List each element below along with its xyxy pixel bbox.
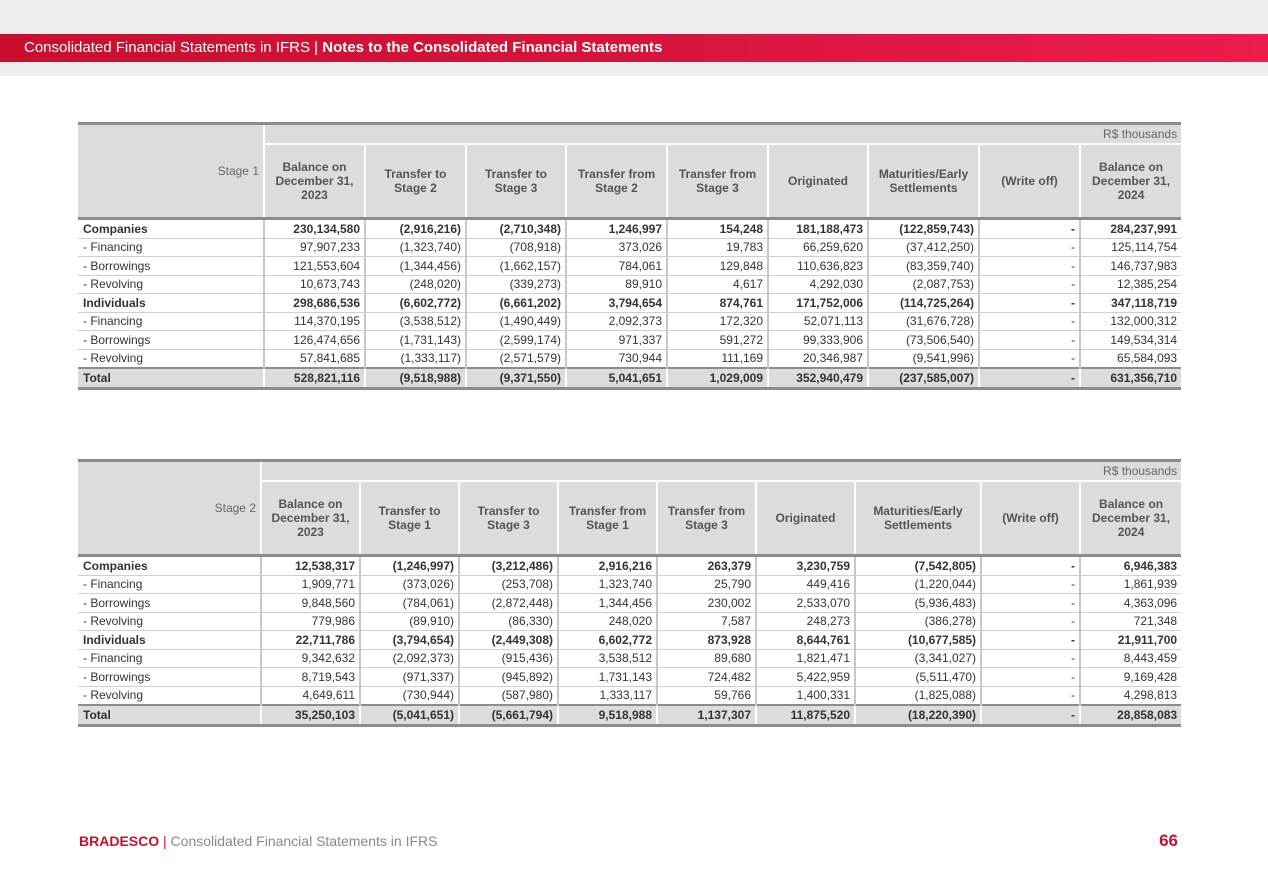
- table-cell: (37,412,250): [868, 238, 979, 257]
- table-cell: 154,248: [667, 219, 768, 239]
- unit-label: R$ thousands: [264, 124, 1181, 145]
- table-cell: (6,602,772): [365, 294, 466, 313]
- table-cell: (915,436): [459, 649, 558, 668]
- table-cell: -: [979, 349, 1080, 368]
- footer-separator: |: [163, 833, 167, 849]
- table-cell: (1,662,157): [466, 257, 566, 276]
- table-cell: (2,710,348): [466, 219, 566, 239]
- table-cell: 20,346,987: [768, 349, 868, 368]
- table-cell: 591,272: [667, 331, 768, 350]
- table-cell: 1,731,143: [558, 668, 657, 687]
- table-cell: (2,916,216): [365, 219, 466, 239]
- table-cell: 4,617: [667, 275, 768, 294]
- table-row: [78, 275, 1181, 294]
- table-cell: 89,680: [657, 649, 756, 668]
- table-cell: -: [981, 594, 1080, 613]
- table-cell: 1,137,307: [657, 705, 756, 725]
- row-label: Total: [78, 368, 264, 388]
- table-cell: 2,533,070: [756, 594, 855, 613]
- stage-1-table: [78, 122, 1181, 390]
- table-cell: (9,541,996): [868, 349, 979, 368]
- table-cell: (253,708): [459, 575, 558, 594]
- table-cell: 5,041,651: [566, 368, 667, 388]
- table-cell: 11,875,520: [756, 705, 855, 725]
- table-row: [78, 238, 1181, 257]
- table-cell: 1,400,331: [756, 686, 855, 705]
- table-cell: -: [981, 631, 1080, 650]
- table-cell: 2,916,216: [558, 556, 657, 576]
- table-cell: (1,825,088): [855, 686, 981, 705]
- table-cell: 263,379: [657, 556, 756, 576]
- table-cell: (83,359,740): [868, 257, 979, 276]
- table-cell: (5,511,470): [855, 668, 981, 687]
- table-cell: 230,002: [657, 594, 756, 613]
- table-cell: 19,783: [667, 238, 768, 257]
- table-cell: 730,944: [566, 349, 667, 368]
- column-header: Transfer from Stage 3: [667, 144, 768, 219]
- table-cell: -: [981, 649, 1080, 668]
- table-cell: 132,000,312: [1080, 312, 1181, 331]
- table-row: [78, 294, 1181, 313]
- row-label: - Borrowings: [78, 331, 264, 350]
- table-cell: 35,250,103: [261, 705, 360, 725]
- table-cell: 9,518,988: [558, 705, 657, 725]
- table-cell: 873,928: [657, 631, 756, 650]
- table-cell: (6,661,202): [466, 294, 566, 313]
- table-cell: (587,980): [459, 686, 558, 705]
- row-label: - Revolving: [78, 612, 261, 631]
- table-cell: 4,298,813: [1080, 686, 1181, 705]
- table-row: [78, 631, 1181, 650]
- table-row: [78, 612, 1181, 631]
- table-cell: 347,118,719: [1080, 294, 1181, 313]
- column-header: Transfer to Stage 1: [360, 481, 459, 556]
- table-cell: (73,506,540): [868, 331, 979, 350]
- table-cell: 298,686,536: [264, 294, 365, 313]
- table-row: [78, 257, 1181, 276]
- table-cell: 724,482: [657, 668, 756, 687]
- column-header: Originated: [756, 481, 855, 556]
- table-cell: 12,538,317: [261, 556, 360, 576]
- table-cell: -: [979, 275, 1080, 294]
- footer-document-title: Consolidated Financial Statements in IFRS: [170, 833, 438, 849]
- table-row: [78, 668, 1181, 687]
- row-label: - Revolving: [78, 349, 264, 368]
- table-cell: 99,333,906: [768, 331, 868, 350]
- column-header: Balance on December 31, 2024: [1080, 481, 1181, 556]
- stage-2-table: [78, 459, 1181, 727]
- row-label: - Financing: [78, 312, 264, 331]
- table-cell: 8,719,543: [261, 668, 360, 687]
- table-cell: 9,342,632: [261, 649, 360, 668]
- table-cell: 284,237,991: [1080, 219, 1181, 239]
- table-cell: -: [979, 294, 1080, 313]
- table-cell: 10,673,743: [264, 275, 365, 294]
- table-cell: 1,861,939: [1080, 575, 1181, 594]
- table-cell: 352,940,479: [768, 368, 868, 388]
- table-cell: (784,061): [360, 594, 459, 613]
- table-cell: (18,220,390): [855, 705, 981, 725]
- table-cell: 1,909,771: [261, 575, 360, 594]
- table-cell: (1,220,044): [855, 575, 981, 594]
- table-cell: 129,848: [667, 257, 768, 276]
- column-header: Transfer to Stage 2: [365, 144, 466, 219]
- header-separator: |: [314, 39, 319, 56]
- table-cell: -: [979, 219, 1080, 239]
- table-cell: 631,356,710: [1080, 368, 1181, 388]
- column-header: Maturities/Early Settlements: [868, 144, 979, 219]
- table-cell: -: [981, 612, 1080, 631]
- row-label: - Revolving: [78, 275, 264, 294]
- table-cell: -: [981, 668, 1080, 687]
- table-cell: 22,711,786: [261, 631, 360, 650]
- table-cell: (945,892): [459, 668, 558, 687]
- row-label: - Financing: [78, 238, 264, 257]
- table-cell: 528,821,116: [264, 368, 365, 388]
- section-header-bar: [0, 34, 1268, 62]
- table-cell: (3,538,512): [365, 312, 466, 331]
- total-row: [78, 705, 1181, 725]
- table-cell: 779,986: [261, 612, 360, 631]
- table-cell: (9,371,550): [466, 368, 566, 388]
- table-row: [78, 312, 1181, 331]
- footer-brand: BRADESCO: [79, 833, 160, 849]
- table-cell: (373,026): [360, 575, 459, 594]
- table-row: [78, 349, 1181, 368]
- table-cell: 4,292,030: [768, 275, 868, 294]
- table-cell: -: [979, 368, 1080, 388]
- table-cell: 4,649,611: [261, 686, 360, 705]
- table-cell: (386,278): [855, 612, 981, 631]
- table-cell: -: [979, 257, 1080, 276]
- table-cell: 181,188,473: [768, 219, 868, 239]
- table-cell: (2,599,174): [466, 331, 566, 350]
- table-cell: 230,134,580: [264, 219, 365, 239]
- table-cell: 59,766: [657, 686, 756, 705]
- table-cell: 89,910: [566, 275, 667, 294]
- table-cell: 1,821,471: [756, 649, 855, 668]
- table-cell: 25,790: [657, 575, 756, 594]
- row-label: - Borrowings: [78, 668, 261, 687]
- table-cell: (1,333,117): [365, 349, 466, 368]
- table-cell: 172,320: [667, 312, 768, 331]
- table-row: [78, 556, 1181, 576]
- table-cell: 149,534,314: [1080, 331, 1181, 350]
- table-cell: (10,677,585): [855, 631, 981, 650]
- table-cell: (5,661,794): [459, 705, 558, 725]
- table-cell: 3,538,512: [558, 649, 657, 668]
- table-cell: 171,752,006: [768, 294, 868, 313]
- total-row: [78, 368, 1181, 388]
- table-cell: (7,542,805): [855, 556, 981, 576]
- table-cell: 126,474,656: [264, 331, 365, 350]
- column-header: Originated: [768, 144, 868, 219]
- row-label: - Financing: [78, 575, 261, 594]
- table-cell: (2,449,308): [459, 631, 558, 650]
- table-cell: (9,518,988): [365, 368, 466, 388]
- table-cell: 9,848,560: [261, 594, 360, 613]
- row-label: - Borrowings: [78, 257, 264, 276]
- table-cell: 5,422,959: [756, 668, 855, 687]
- table-cell: (2,087,753): [868, 275, 979, 294]
- table-cell: (971,337): [360, 668, 459, 687]
- table-cell: (5,936,483): [855, 594, 981, 613]
- table-cell: (1,731,143): [365, 331, 466, 350]
- column-header: Transfer from Stage 1: [558, 481, 657, 556]
- table-cell: (86,330): [459, 612, 558, 631]
- table-cell: 6,602,772: [558, 631, 657, 650]
- table-cell: 114,370,195: [264, 312, 365, 331]
- row-label: Total: [78, 705, 261, 725]
- table-cell: 3,794,654: [566, 294, 667, 313]
- stage-label: Stage 1: [78, 124, 264, 219]
- page-number: 66: [1159, 831, 1178, 850]
- table-cell: (2,092,373): [360, 649, 459, 668]
- row-label: Companies: [78, 556, 261, 576]
- table-cell: 1,246,997: [566, 219, 667, 239]
- table-cell: 52,071,113: [768, 312, 868, 331]
- table-cell: 8,644,761: [756, 631, 855, 650]
- header-document-title: Consolidated Financial Statements in IFRS: [24, 39, 310, 56]
- column-header: Transfer to Stage 3: [459, 481, 558, 556]
- table-cell: 125,114,754: [1080, 238, 1181, 257]
- table-cell: 57,841,685: [264, 349, 365, 368]
- table-cell: 97,907,233: [264, 238, 365, 257]
- table-cell: 971,337: [566, 331, 667, 350]
- table-cell: 110,636,823: [768, 257, 868, 276]
- stage-label: Stage 2: [78, 461, 261, 556]
- table-cell: (3,794,654): [360, 631, 459, 650]
- column-header: Transfer from Stage 3: [657, 481, 756, 556]
- table-cell: 121,553,604: [264, 257, 365, 276]
- footer: [79, 833, 437, 849]
- table-cell: 874,761: [667, 294, 768, 313]
- table-cell: 373,026: [566, 238, 667, 257]
- table-cell: 9,169,428: [1080, 668, 1181, 687]
- table-body: [78, 556, 1181, 726]
- table-cell: (1,246,997): [360, 556, 459, 576]
- table-cell: 111,169: [667, 349, 768, 368]
- table-cell: 1,029,009: [667, 368, 768, 388]
- column-header: Balance on December 31, 2023: [261, 481, 360, 556]
- table-cell: (1,344,456): [365, 257, 466, 276]
- table-cell: (708,918): [466, 238, 566, 257]
- table-cell: 21,911,700: [1080, 631, 1181, 650]
- table-cell: 12,385,254: [1080, 275, 1181, 294]
- table-cell: 65,584,093: [1080, 349, 1181, 368]
- unit-label: R$ thousands: [261, 461, 1181, 482]
- column-header: Transfer to Stage 3: [466, 144, 566, 219]
- row-label: Companies: [78, 219, 264, 239]
- table-cell: (5,041,651): [360, 705, 459, 725]
- table-cell: -: [979, 331, 1080, 350]
- table-cell: (89,910): [360, 612, 459, 631]
- table-cell: (248,020): [365, 275, 466, 294]
- table-cell: (31,676,728): [868, 312, 979, 331]
- table-cell: 3,230,759: [756, 556, 855, 576]
- table-cell: -: [981, 575, 1080, 594]
- table-row: [78, 575, 1181, 594]
- table-cell: 6,946,383: [1080, 556, 1181, 576]
- row-label: - Financing: [78, 649, 261, 668]
- table-cell: (1,490,449): [466, 312, 566, 331]
- table-cell: (3,212,486): [459, 556, 558, 576]
- column-header: Maturities/Early Settlements: [855, 481, 981, 556]
- table-cell: (339,273): [466, 275, 566, 294]
- row-label: Individuals: [78, 294, 264, 313]
- table-row: [78, 686, 1181, 705]
- table-cell: 248,273: [756, 612, 855, 631]
- table-cell: 449,416: [756, 575, 855, 594]
- table-cell: -: [981, 686, 1080, 705]
- table-cell: -: [979, 238, 1080, 257]
- table-row: [78, 594, 1181, 613]
- table-cell: 248,020: [558, 612, 657, 631]
- column-header: Balance on December 31, 2024: [1080, 144, 1181, 219]
- table-cell: (1,323,740): [365, 238, 466, 257]
- table-cell: (122,859,743): [868, 219, 979, 239]
- table-cell: 721,348: [1080, 612, 1181, 631]
- table-cell: 7,587: [657, 612, 756, 631]
- table-cell: 146,737,983: [1080, 257, 1181, 276]
- table-cell: 28,858,083: [1080, 705, 1181, 725]
- table-cell: 66,259,620: [768, 238, 868, 257]
- table-cell: 2,092,373: [566, 312, 667, 331]
- table-cell: (730,944): [360, 686, 459, 705]
- table-cell: -: [979, 312, 1080, 331]
- row-label: - Borrowings: [78, 594, 261, 613]
- table-cell: -: [981, 556, 1080, 576]
- row-label: Individuals: [78, 631, 261, 650]
- table-cell: 1,333,117: [558, 686, 657, 705]
- column-header: (Write off): [981, 481, 1080, 556]
- row-label: - Revolving: [78, 686, 261, 705]
- table-body: [78, 219, 1181, 389]
- table-cell: (2,571,579): [466, 349, 566, 368]
- column-header: (Write off): [979, 144, 1080, 219]
- table-cell: (237,585,007): [868, 368, 979, 388]
- table-cell: -: [981, 705, 1080, 725]
- table-cell: (3,341,027): [855, 649, 981, 668]
- table-cell: 784,061: [566, 257, 667, 276]
- header-section-title: Notes to the Consolidated Financial Statements: [322, 39, 663, 56]
- table-row: [78, 331, 1181, 350]
- column-header: Transfer from Stage 2: [566, 144, 667, 219]
- table-row: [78, 649, 1181, 668]
- column-header: Balance on December 31, 2023: [264, 144, 365, 219]
- table-cell: 8,443,459: [1080, 649, 1181, 668]
- table-cell: 4,363,096: [1080, 594, 1181, 613]
- table-row: [78, 219, 1181, 239]
- table-cell: (114,725,264): [868, 294, 979, 313]
- table-cell: 1,344,456: [558, 594, 657, 613]
- table-cell: (2,872,448): [459, 594, 558, 613]
- table-cell: 1,323,740: [558, 575, 657, 594]
